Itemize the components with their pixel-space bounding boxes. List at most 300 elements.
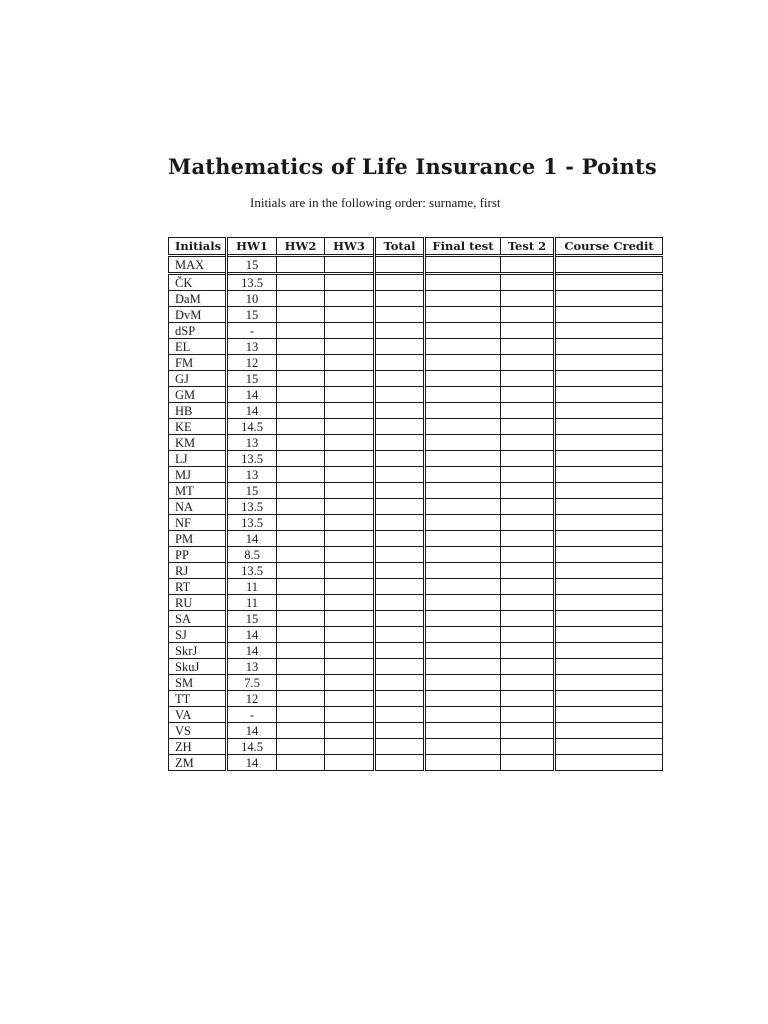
course-credit-cell bbox=[555, 323, 663, 339]
hw2-cell bbox=[277, 595, 325, 611]
test-2-cell bbox=[501, 371, 555, 387]
final-test-cell bbox=[425, 547, 501, 563]
course-credit-cell bbox=[555, 595, 663, 611]
initials-cell: HB bbox=[169, 403, 227, 419]
test-2-cell bbox=[501, 579, 555, 595]
page-title: Mathematics of Life Insurance 1 - Points bbox=[168, 154, 657, 179]
total-cell bbox=[375, 435, 425, 451]
column-header-hw1: HW1 bbox=[227, 238, 277, 256]
table-row bbox=[169, 419, 663, 435]
initials-cell: NF bbox=[169, 515, 227, 531]
course-credit-cell bbox=[555, 547, 663, 563]
total-cell bbox=[375, 307, 425, 323]
hw2-cell bbox=[277, 435, 325, 451]
hw3-cell bbox=[325, 323, 375, 339]
table-row bbox=[169, 643, 663, 659]
table-row bbox=[169, 611, 663, 627]
initials-cell: SA bbox=[169, 611, 227, 627]
course-credit-cell bbox=[555, 515, 663, 531]
hw1-cell: 14 bbox=[227, 531, 277, 547]
total-cell bbox=[375, 531, 425, 547]
total-cell bbox=[375, 515, 425, 531]
course-credit-cell bbox=[555, 483, 663, 499]
hw1-cell: 13.5 bbox=[227, 563, 277, 579]
table-row bbox=[169, 755, 663, 771]
course-credit-cell bbox=[555, 659, 663, 675]
hw2-cell bbox=[277, 579, 325, 595]
test-2-cell bbox=[501, 755, 555, 771]
hw2-cell bbox=[277, 419, 325, 435]
total-cell bbox=[375, 659, 425, 675]
test-2-cell bbox=[501, 627, 555, 643]
course-credit-cell bbox=[555, 451, 663, 467]
hw2-cell bbox=[277, 467, 325, 483]
initials-cell: SJ bbox=[169, 627, 227, 643]
course-credit-cell bbox=[555, 739, 663, 755]
hw3-cell bbox=[325, 291, 375, 307]
hw3-cell bbox=[325, 274, 375, 291]
final-test-cell bbox=[425, 307, 501, 323]
hw1-cell: 13 bbox=[227, 467, 277, 483]
table-row bbox=[169, 451, 663, 467]
hw3-cell bbox=[325, 339, 375, 355]
test-2-cell bbox=[501, 707, 555, 723]
points-table bbox=[168, 237, 663, 771]
initials-cell: VS bbox=[169, 723, 227, 739]
table-row bbox=[169, 515, 663, 531]
hw2-cell bbox=[277, 323, 325, 339]
hw3-cell bbox=[325, 707, 375, 723]
hw2-cell bbox=[277, 307, 325, 323]
total-cell bbox=[375, 387, 425, 403]
test-2-cell bbox=[501, 659, 555, 675]
column-header-initials: Initials bbox=[169, 238, 227, 256]
test-2-cell bbox=[501, 499, 555, 515]
test-2-cell bbox=[501, 611, 555, 627]
total-cell bbox=[375, 627, 425, 643]
hw3-cell bbox=[325, 435, 375, 451]
hw2-cell bbox=[277, 691, 325, 707]
final-test-cell bbox=[425, 387, 501, 403]
hw3-cell bbox=[325, 531, 375, 547]
hw3-cell bbox=[325, 611, 375, 627]
total-cell bbox=[375, 755, 425, 771]
table-row bbox=[169, 659, 663, 675]
hw1-cell: 13.5 bbox=[227, 499, 277, 515]
hw1-cell: 14 bbox=[227, 723, 277, 739]
final-test-cell bbox=[425, 419, 501, 435]
total-cell bbox=[375, 403, 425, 419]
initials-cell: ČK bbox=[169, 274, 227, 291]
table-row bbox=[169, 435, 663, 451]
hw1-cell: 7.5 bbox=[227, 675, 277, 691]
hw2-cell bbox=[277, 371, 325, 387]
total-cell bbox=[375, 467, 425, 483]
table-row bbox=[169, 483, 663, 499]
final-test-cell bbox=[425, 291, 501, 307]
hw3-cell bbox=[325, 307, 375, 323]
test-2-cell bbox=[501, 563, 555, 579]
initials-cell: SM bbox=[169, 675, 227, 691]
hw1-cell: 14 bbox=[227, 387, 277, 403]
course-credit-cell bbox=[555, 627, 663, 643]
column-header-hw2: HW2 bbox=[277, 238, 325, 256]
table-row bbox=[169, 307, 663, 323]
hw1-cell: 13 bbox=[227, 659, 277, 675]
total-cell bbox=[375, 643, 425, 659]
hw2-cell bbox=[277, 387, 325, 403]
hw1-cell: 15 bbox=[227, 307, 277, 323]
initials-cell: KM bbox=[169, 435, 227, 451]
test-2-cell bbox=[501, 643, 555, 659]
table-header-row bbox=[169, 238, 663, 256]
course-credit-cell bbox=[555, 256, 663, 274]
course-credit-cell bbox=[555, 291, 663, 307]
column-header-final-test: Final test bbox=[425, 238, 501, 256]
total-cell bbox=[375, 323, 425, 339]
column-header-total: Total bbox=[375, 238, 425, 256]
table-row bbox=[169, 355, 663, 371]
total-cell bbox=[375, 499, 425, 515]
table-row bbox=[169, 579, 663, 595]
hw3-cell bbox=[325, 467, 375, 483]
hw2-cell bbox=[277, 515, 325, 531]
test-2-cell bbox=[501, 419, 555, 435]
final-test-cell bbox=[425, 563, 501, 579]
test-2-cell bbox=[501, 515, 555, 531]
initials-cell: RJ bbox=[169, 563, 227, 579]
hw1-cell: 12 bbox=[227, 355, 277, 371]
course-credit-cell bbox=[555, 723, 663, 739]
test-2-cell bbox=[501, 387, 555, 403]
initials-cell: PM bbox=[169, 531, 227, 547]
hw3-cell bbox=[325, 723, 375, 739]
total-cell bbox=[375, 739, 425, 755]
initials-cell: MAX bbox=[169, 256, 227, 274]
hw1-cell: 15 bbox=[227, 611, 277, 627]
hw2-cell bbox=[277, 499, 325, 515]
hw2-cell bbox=[277, 483, 325, 499]
final-test-cell bbox=[425, 627, 501, 643]
hw3-cell bbox=[325, 659, 375, 675]
final-test-cell bbox=[425, 355, 501, 371]
hw3-cell bbox=[325, 595, 375, 611]
hw3-cell bbox=[325, 403, 375, 419]
course-credit-cell bbox=[555, 579, 663, 595]
initials-cell: DaM bbox=[169, 291, 227, 307]
course-credit-cell bbox=[555, 371, 663, 387]
test-2-cell bbox=[501, 323, 555, 339]
test-2-cell bbox=[501, 291, 555, 307]
test-2-cell bbox=[501, 355, 555, 371]
course-credit-cell bbox=[555, 467, 663, 483]
final-test-cell bbox=[425, 739, 501, 755]
initials-cell: RT bbox=[169, 579, 227, 595]
hw2-cell bbox=[277, 256, 325, 274]
total-cell bbox=[375, 483, 425, 499]
table-row bbox=[169, 595, 663, 611]
hw1-cell: 14 bbox=[227, 403, 277, 419]
hw1-cell: 14.5 bbox=[227, 419, 277, 435]
final-test-cell bbox=[425, 339, 501, 355]
initials-cell: dSP bbox=[169, 323, 227, 339]
hw1-cell: 14.5 bbox=[227, 739, 277, 755]
hw1-cell: 11 bbox=[227, 579, 277, 595]
initials-cell: NA bbox=[169, 499, 227, 515]
course-credit-cell bbox=[555, 403, 663, 419]
hw3-cell bbox=[325, 739, 375, 755]
hw2-cell bbox=[277, 563, 325, 579]
initials-cell: GM bbox=[169, 387, 227, 403]
course-credit-cell bbox=[555, 419, 663, 435]
hw1-cell: 13.5 bbox=[227, 515, 277, 531]
final-test-cell bbox=[425, 675, 501, 691]
hw3-cell bbox=[325, 691, 375, 707]
course-credit-cell bbox=[555, 707, 663, 723]
hw2-cell bbox=[277, 274, 325, 291]
hw3-cell bbox=[325, 675, 375, 691]
hw2-cell bbox=[277, 339, 325, 355]
hw3-cell bbox=[325, 355, 375, 371]
total-cell bbox=[375, 291, 425, 307]
test-2-cell bbox=[501, 483, 555, 499]
hw1-cell: 8.5 bbox=[227, 547, 277, 563]
test-2-cell bbox=[501, 435, 555, 451]
test-2-cell bbox=[501, 595, 555, 611]
reference-row bbox=[169, 256, 663, 274]
initials-cell: SkuJ bbox=[169, 659, 227, 675]
table-row bbox=[169, 707, 663, 723]
hw2-cell bbox=[277, 451, 325, 467]
hw1-cell: - bbox=[227, 323, 277, 339]
test-2-cell bbox=[501, 675, 555, 691]
final-test-cell bbox=[425, 499, 501, 515]
table-row bbox=[169, 291, 663, 307]
course-credit-cell bbox=[555, 499, 663, 515]
test-2-cell bbox=[501, 339, 555, 355]
initials-cell: MT bbox=[169, 483, 227, 499]
hw1-cell: 13.5 bbox=[227, 274, 277, 291]
hw2-cell bbox=[277, 675, 325, 691]
table-row bbox=[169, 499, 663, 515]
course-credit-cell bbox=[555, 307, 663, 323]
hw2-cell bbox=[277, 755, 325, 771]
final-test-cell bbox=[425, 579, 501, 595]
hw2-cell bbox=[277, 627, 325, 643]
test-2-cell bbox=[501, 739, 555, 755]
table-row bbox=[169, 739, 663, 755]
test-2-cell bbox=[501, 256, 555, 274]
hw2-cell bbox=[277, 291, 325, 307]
final-test-cell bbox=[425, 595, 501, 611]
total-cell bbox=[375, 371, 425, 387]
table-row bbox=[169, 563, 663, 579]
test-2-cell bbox=[501, 547, 555, 563]
table-row bbox=[169, 531, 663, 547]
hw1-cell: - bbox=[227, 707, 277, 723]
total-cell bbox=[375, 579, 425, 595]
hw1-cell: 12 bbox=[227, 691, 277, 707]
hw3-cell bbox=[325, 371, 375, 387]
column-header-test-2: Test 2 bbox=[501, 238, 555, 256]
table-row bbox=[169, 323, 663, 339]
total-cell bbox=[375, 691, 425, 707]
initials-cell: LJ bbox=[169, 451, 227, 467]
final-test-cell bbox=[425, 691, 501, 707]
hw1-cell: 13 bbox=[227, 339, 277, 355]
total-cell bbox=[375, 274, 425, 291]
total-cell bbox=[375, 547, 425, 563]
hw3-cell bbox=[325, 755, 375, 771]
table-row bbox=[169, 403, 663, 419]
test-2-cell bbox=[501, 467, 555, 483]
final-test-cell bbox=[425, 483, 501, 499]
initials-cell: PP bbox=[169, 547, 227, 563]
hw3-cell bbox=[325, 387, 375, 403]
course-credit-cell bbox=[555, 531, 663, 547]
total-cell bbox=[375, 339, 425, 355]
hw1-cell: 11 bbox=[227, 595, 277, 611]
hw2-cell bbox=[277, 643, 325, 659]
table-row bbox=[169, 547, 663, 563]
hw1-cell: 13 bbox=[227, 435, 277, 451]
hw3-cell bbox=[325, 256, 375, 274]
table-row bbox=[169, 339, 663, 355]
hw1-cell: 13.5 bbox=[227, 451, 277, 467]
final-test-cell bbox=[425, 659, 501, 675]
final-test-cell bbox=[425, 515, 501, 531]
total-cell bbox=[375, 563, 425, 579]
hw2-cell bbox=[277, 739, 325, 755]
course-credit-cell bbox=[555, 563, 663, 579]
hw2-cell bbox=[277, 547, 325, 563]
total-cell bbox=[375, 723, 425, 739]
column-header-hw3: HW3 bbox=[325, 238, 375, 256]
initials-cell: KE bbox=[169, 419, 227, 435]
final-test-cell bbox=[425, 371, 501, 387]
hw3-cell bbox=[325, 547, 375, 563]
hw2-cell bbox=[277, 355, 325, 371]
total-cell bbox=[375, 675, 425, 691]
final-test-cell bbox=[425, 256, 501, 274]
final-test-cell bbox=[425, 403, 501, 419]
test-2-cell bbox=[501, 531, 555, 547]
final-test-cell bbox=[425, 451, 501, 467]
course-credit-cell bbox=[555, 675, 663, 691]
test-2-cell bbox=[501, 403, 555, 419]
hw3-cell bbox=[325, 627, 375, 643]
course-credit-cell bbox=[555, 643, 663, 659]
course-credit-cell bbox=[555, 435, 663, 451]
table-row bbox=[169, 691, 663, 707]
table-row bbox=[169, 371, 663, 387]
initials-cell: VA bbox=[169, 707, 227, 723]
final-test-cell bbox=[425, 274, 501, 291]
hw3-cell bbox=[325, 579, 375, 595]
hw1-cell: 10 bbox=[227, 291, 277, 307]
course-credit-cell bbox=[555, 611, 663, 627]
total-cell bbox=[375, 451, 425, 467]
table-row bbox=[169, 387, 663, 403]
table-row bbox=[169, 467, 663, 483]
final-test-cell bbox=[425, 723, 501, 739]
final-test-cell bbox=[425, 467, 501, 483]
table-body bbox=[169, 256, 663, 771]
hw2-cell bbox=[277, 659, 325, 675]
initials-cell: TT bbox=[169, 691, 227, 707]
initials-cell: EL bbox=[169, 339, 227, 355]
hw3-cell bbox=[325, 419, 375, 435]
final-test-cell bbox=[425, 643, 501, 659]
hw1-cell: 14 bbox=[227, 627, 277, 643]
table-row bbox=[169, 675, 663, 691]
course-credit-cell bbox=[555, 387, 663, 403]
initials-cell: MJ bbox=[169, 467, 227, 483]
hw3-cell bbox=[325, 563, 375, 579]
initials-cell: FM bbox=[169, 355, 227, 371]
final-test-cell bbox=[425, 611, 501, 627]
initials-cell: GJ bbox=[169, 371, 227, 387]
hw1-cell: 15 bbox=[227, 483, 277, 499]
test-2-cell bbox=[501, 691, 555, 707]
initials-cell: ZH bbox=[169, 739, 227, 755]
initials-cell: RU bbox=[169, 595, 227, 611]
hw3-cell bbox=[325, 451, 375, 467]
final-test-cell bbox=[425, 435, 501, 451]
hw2-cell bbox=[277, 403, 325, 419]
course-credit-cell bbox=[555, 355, 663, 371]
final-test-cell bbox=[425, 531, 501, 547]
hw1-cell: 15 bbox=[227, 371, 277, 387]
final-test-cell bbox=[425, 755, 501, 771]
hw3-cell bbox=[325, 483, 375, 499]
initials-cell: ZM bbox=[169, 755, 227, 771]
total-cell bbox=[375, 707, 425, 723]
hw1-cell: 14 bbox=[227, 755, 277, 771]
hw3-cell bbox=[325, 515, 375, 531]
total-cell bbox=[375, 611, 425, 627]
course-credit-cell bbox=[555, 339, 663, 355]
total-cell bbox=[375, 355, 425, 371]
table-row bbox=[169, 723, 663, 739]
hw3-cell bbox=[325, 499, 375, 515]
test-2-cell bbox=[501, 723, 555, 739]
final-test-cell bbox=[425, 707, 501, 723]
total-cell bbox=[375, 595, 425, 611]
hw1-cell: 14 bbox=[227, 643, 277, 659]
test-2-cell bbox=[501, 274, 555, 291]
hw3-cell bbox=[325, 643, 375, 659]
hw2-cell bbox=[277, 723, 325, 739]
test-2-cell bbox=[501, 307, 555, 323]
table-row bbox=[169, 627, 663, 643]
hw1-cell: 15 bbox=[227, 256, 277, 274]
total-cell bbox=[375, 419, 425, 435]
hw2-cell bbox=[277, 611, 325, 627]
total-cell bbox=[375, 256, 425, 274]
hw2-cell bbox=[277, 531, 325, 547]
initials-cell: SkrJ bbox=[169, 643, 227, 659]
test-2-cell bbox=[501, 451, 555, 467]
table-row bbox=[169, 274, 663, 291]
final-test-cell bbox=[425, 323, 501, 339]
course-credit-cell bbox=[555, 691, 663, 707]
course-credit-cell bbox=[555, 755, 663, 771]
page-subtitle: Initials are in the following order: surname, first bbox=[250, 195, 501, 210]
initials-cell: DvM bbox=[169, 307, 227, 323]
course-credit-cell bbox=[555, 274, 663, 291]
hw2-cell bbox=[277, 707, 325, 723]
